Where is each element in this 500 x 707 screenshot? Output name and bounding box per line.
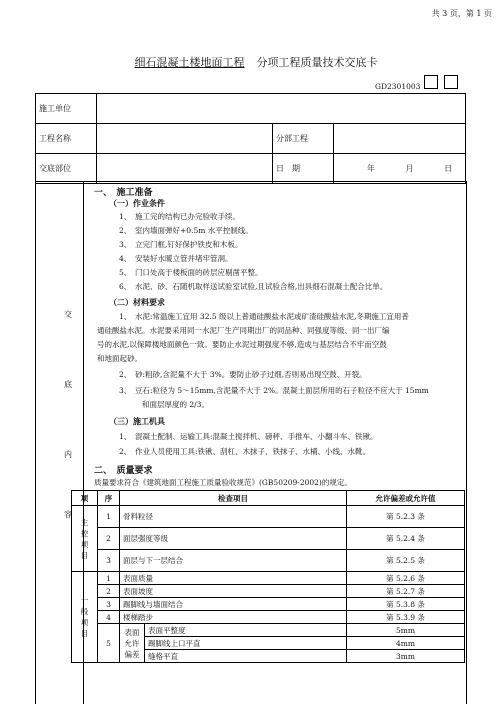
checkbox-2[interactable]: [444, 75, 458, 89]
label-char: 表面: [124, 627, 140, 637]
allow-value: 3mm: [347, 650, 465, 663]
paragraph-line: 和面层厚度的 2/3。: [142, 400, 209, 409]
row-no: 4: [98, 611, 120, 624]
list-item: 4、 安装好水暖立管并堵牢管洞。: [119, 254, 233, 263]
check-item: 表面坡度: [120, 585, 347, 598]
unit-value[interactable]: [97, 94, 466, 124]
label-char: 项: [80, 618, 89, 627]
project-label: 工程名称: [36, 124, 97, 154]
allow-value: 第 5.2.4 条: [347, 528, 465, 550]
deviation-group-label: [120, 624, 145, 663]
allow-value: 第 5.2.5 条: [347, 550, 465, 572]
header-table: [35, 93, 466, 184]
section-heading: 二、 质量要求: [94, 466, 153, 476]
row-no: 5: [98, 624, 120, 663]
list-item: 2、 室内墙面弹好+0.5m 水平控制线。: [119, 226, 253, 235]
month-label: 月: [405, 164, 414, 173]
check-item: 面层强度等级: [120, 528, 347, 550]
part-label: 交底部位: [36, 154, 97, 184]
label-char: 偏差: [124, 649, 140, 659]
row-no: 1: [98, 572, 120, 585]
col-check-header: 检查项目: [120, 491, 347, 506]
title-suffix: 分项工程质量技术交底卡: [256, 56, 378, 69]
subsection-heading: （三）施工机具: [109, 416, 165, 426]
paragraph-line: 1、 水泥:常温施工宜用 32.5 级以上普通硅酸盐水泥或矿渣硅酸盐水泥,冬期施工宜用普: [119, 312, 409, 321]
document-title: [0, 54, 500, 70]
allow-value: 第 5.2.6 条: [347, 572, 465, 585]
allow-value: 第 5.3.8 条: [347, 598, 465, 611]
document-code: GD2301003: [375, 82, 421, 91]
check-item: 踢脚线与墙面结合: [120, 598, 347, 611]
label-char: 主: [80, 517, 89, 527]
label-char: 一: [80, 596, 89, 605]
side-char: 内: [64, 450, 72, 459]
page-info: 共 3 页，第 1 页: [431, 9, 492, 18]
allow-value: 5mm: [347, 624, 465, 637]
check-item: 表面平整度: [145, 624, 347, 637]
section-heading: 一、 施工准备: [94, 188, 153, 198]
label-char: 项: [80, 539, 89, 549]
paragraph-line: 和地面起砂。: [97, 354, 142, 363]
paragraph-line: 通硅酸盐水泥。水泥要采用同一水泥厂生产同期出厂的同品种、同强度等级、同一出厂编: [97, 326, 390, 335]
row-no: 3: [98, 550, 120, 572]
part-value[interactable]: [97, 154, 273, 184]
sub-project-value[interactable]: [334, 124, 466, 154]
unit-label: 施工单位: [36, 94, 97, 124]
col-seq-header: 序: [98, 491, 120, 506]
paragraph-line: 号的水泥,以保障楼地面颜色一致。要防止水泥过期强度不够,造成与基层结合不牢而空鼓: [97, 340, 387, 349]
quality-intro: 质量要求符合《建筑地面工程施工质量验收规范》(GB50209-2002)的规定。: [94, 478, 352, 487]
day-label: 日: [444, 164, 453, 173]
allow-value: 第 5.3.9 条: [347, 611, 465, 624]
list-item: 6、 水泥、砂、石随机取样送试验室试验,且试验合格,出具细石混凝土配合比单。: [119, 282, 388, 291]
year-label: 年: [367, 164, 375, 173]
check-item: 骨料粒径: [120, 506, 347, 528]
date-value[interactable]: [334, 154, 466, 184]
label-char: 目: [80, 550, 89, 560]
check-item: 面层与下一层结合: [120, 550, 347, 572]
list-item: 3、 立完门框,钉好保护铁皮和木板。: [119, 240, 243, 249]
col-allow-header: 允许偏差或允许值: [347, 491, 465, 506]
side-char: 交: [64, 310, 72, 319]
list-item: 1、 混凝土配制、运输工具:混凝土搅拌机、磅秤、手推车、小翻斗车、铁锹。: [119, 432, 378, 441]
subsection-heading: （二）材料要求: [109, 297, 165, 307]
row-no: 2: [98, 585, 120, 598]
subsection-heading: （一）作业条件: [109, 198, 165, 208]
check-item: 楼梯踏步: [120, 611, 347, 624]
list-item: 5、 门口处高于楼板面的砖层应剔凿平整。: [119, 268, 263, 277]
check-item: 表面质量: [120, 572, 347, 585]
row-no: 3: [98, 598, 120, 611]
check-item: 缝格平直: [145, 650, 347, 663]
paragraph-line: 3、 豆石:粒径为 5～15mm,含泥量不大于 2%。混凝土面层所用的石子粒径不应大于 15mm: [119, 386, 429, 395]
allow-value: 4mm: [347, 637, 465, 650]
list-item: 2、 作业人员使用工具:铁锹、刮杠、木抹子、铁抹子、水桶、小线、水靴。: [119, 447, 371, 456]
label-char: 般: [80, 607, 89, 616]
label-char: 控: [80, 528, 89, 538]
allow-value: 第 5.2.3 条: [347, 506, 465, 528]
project-name-title: 细石混凝土楼地面工程: [134, 56, 245, 69]
general-items-label: [72, 572, 98, 663]
allow-value: 第 5.2.7 条: [347, 585, 465, 598]
quality-table: [71, 490, 465, 663]
row-no: 1: [98, 506, 120, 528]
list-item: 1、 施工完的结构已办完验收手续。: [119, 212, 241, 221]
label-char: 目: [80, 629, 89, 638]
label-char: 允许: [124, 638, 140, 648]
col-item-header: 项: [72, 491, 98, 506]
check-item: 踢脚线上口平直: [145, 637, 347, 650]
project-value[interactable]: [97, 124, 273, 154]
row-no: 2: [98, 528, 120, 550]
main-items-label: [72, 506, 98, 572]
paragraph-line: 2、 砂:粗砂,含泥量不大于 3%。要防止砂子过细,否则易出现空鼓、开裂。: [119, 370, 367, 379]
side-char: 容: [64, 510, 72, 519]
checkbox-1[interactable]: [424, 75, 438, 89]
date-label: 日 期: [273, 154, 334, 184]
sub-project-label: 分部工程: [273, 124, 334, 154]
side-char: 底: [64, 380, 72, 389]
